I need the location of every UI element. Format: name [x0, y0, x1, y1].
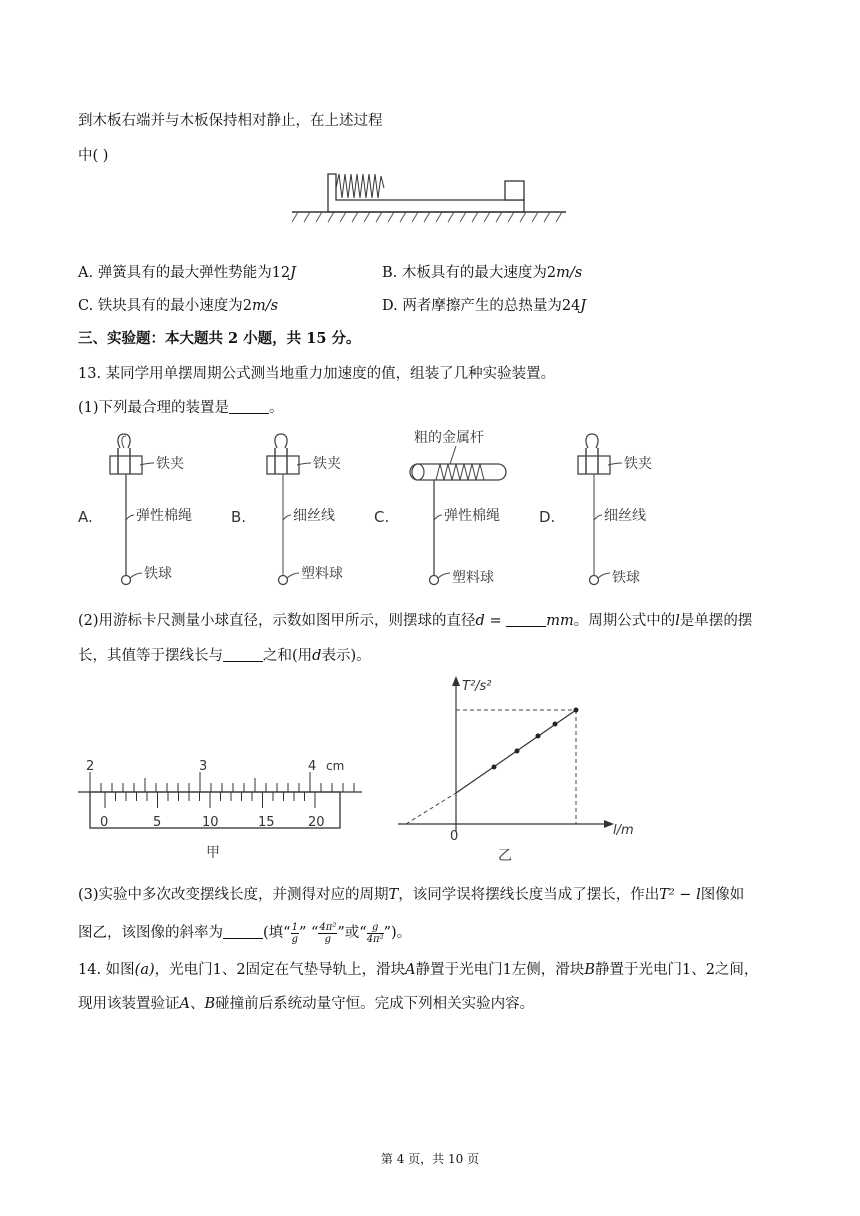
svg-text:粗的金属杆: 粗的金属杆: [414, 430, 484, 446]
device-a: [78, 434, 192, 585]
svg-text:铁球: 铁球: [144, 566, 172, 582]
svg-text:4: 4: [308, 759, 317, 774]
svg-text:cm: cm: [326, 759, 345, 773]
svg-text:塑料球: 塑料球: [452, 570, 494, 586]
q13-part1: (1)下列最合理的装置是 。: [78, 400, 284, 416]
svg-text:铁夹: 铁夹: [313, 456, 341, 472]
data-point: [574, 708, 579, 713]
svg-text:细丝线: 细丝线: [293, 508, 335, 524]
svg-text:5: 5: [153, 815, 162, 830]
spring: [336, 174, 384, 198]
svg-text:乙: 乙: [498, 848, 512, 864]
svg-text:C.: C.: [374, 508, 390, 526]
answer-blank: [223, 647, 263, 662]
board-spring-figure: [290, 170, 570, 226]
svg-text:弹性棉绳: 弹性棉绳: [136, 508, 192, 524]
answer-blank: [506, 612, 546, 627]
svg-text:0: 0: [450, 829, 459, 844]
answer-blank: [223, 924, 263, 939]
option-c: C. 铁块具有的最小速度为2m/s: [78, 298, 279, 314]
fraction-4pi2-over-g: $\frac{\text{4π²}}{g}$: [319, 921, 337, 945]
option-d: D. 两者摩擦产生的总热量为24J: [382, 298, 587, 314]
answer-blank: [229, 399, 269, 414]
q12-stem-continuation: 到木板右端并与木板保持相对静止，在上述过程: [78, 113, 383, 129]
device-c: [374, 429, 506, 586]
q14-line1: 14. 如图(a)，光电门1、2固定在气垫导轨上，滑块A静置于光电门1左侧，滑块B静置于光电门1、2之间，: [78, 962, 759, 978]
svg-text:10: 10: [202, 815, 219, 830]
svg-text:T²/s²: T²/s²: [462, 679, 492, 694]
q12-stem-paren: 中( ): [78, 148, 109, 164]
t2-l-graph-figure: [398, 672, 688, 868]
device-b: [231, 434, 343, 585]
svg-text:铁球: 铁球: [612, 570, 640, 586]
q13-part2-line1: (2)用游标卡尺测量小球直径，示数如图甲所示，则摆球的直径d = mm。周期公式中的l是单摆的摆: [78, 613, 753, 629]
svg-text:15: 15: [258, 815, 275, 830]
svg-text:20: 20: [308, 815, 325, 830]
svg-text:D.: D.: [539, 508, 556, 526]
q13-part2-line2: 长，其值等于摆线长与 之和(用d表示)。: [78, 648, 371, 664]
vernier-caliper-figure: [78, 755, 368, 865]
svg-text:A.: A.: [78, 508, 93, 526]
page-footer: 第 4 页，共 10 页: [380, 1152, 480, 1166]
q13-part3-line1: (3)实验中多次改变摆线长度，并测得对应的周期T，该同学误将摆线长度当成了摆长，作出T² − l图像如: [78, 887, 745, 903]
option-b: B. 木板具有的最大速度为2m/s: [382, 265, 583, 281]
iron-block: [505, 181, 524, 200]
data-point: [536, 734, 541, 739]
section-heading: 三、实验题：本大题共 2 小题，共 15 分。: [78, 330, 361, 347]
svg-text:3: 3: [199, 759, 208, 774]
q13-stem: 13. 某同学用单摆周期公式测当地重力加速度的值，组装了几种实验装置。: [78, 366, 556, 382]
svg-text:2: 2: [86, 759, 95, 774]
svg-text:甲: 甲: [206, 845, 220, 861]
q14-line2: 现用该装置验证A、B碰撞前后系统动量守恒。完成下列相关实验内容。: [78, 996, 535, 1012]
svg-text:0: 0: [100, 815, 109, 830]
svg-text:塑料球: 塑料球: [301, 566, 343, 582]
data-point: [515, 749, 520, 754]
q13-part3-line2: 图乙，该图像的斜率为 (填“ $\frac{1}{g}$ ” “ $\frac{\text{4π²}}{g}$ ”或“ $\frac{g}{\text{4π²}}$ ”)。: [78, 921, 412, 945]
fraction-1-over-g: $\frac{1}{g}$: [291, 921, 298, 945]
device-d: [539, 434, 652, 586]
data-point: [553, 722, 558, 727]
svg-text:铁夹: 铁夹: [624, 456, 652, 472]
svg-text:B.: B.: [231, 508, 247, 526]
option-a: A. 弹簧具有的最大弹性势能为12J: [78, 265, 296, 281]
svg-text:弹性棉绳: 弹性棉绳: [444, 508, 500, 524]
data-point: [492, 765, 497, 770]
svg-text:铁夹: 铁夹: [156, 456, 184, 472]
svg-text:l/m: l/m: [613, 823, 634, 838]
svg-text:细丝线: 细丝线: [604, 508, 646, 524]
pendulum-devices-figure: [78, 430, 758, 600]
fraction-g-over-4pi2: $\frac{g}{\text{4π²}}$: [366, 921, 384, 945]
